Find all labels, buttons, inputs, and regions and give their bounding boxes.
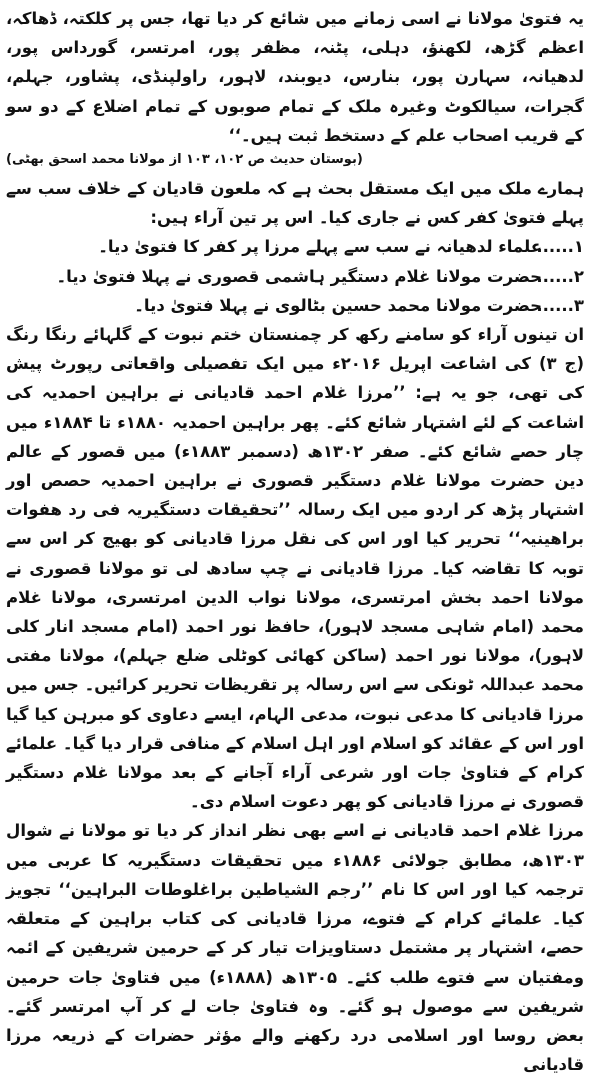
list-number: ۳...... (536, 295, 584, 315)
opinion-list-item-1 (6, 232, 584, 261)
reference-citation: (بوستان حدیث ص ۱۰۲، ۱۰۳ از مولانا محمد اسحق بھٹی) (6, 152, 363, 168)
list-text: حضرت مولانا غلام دستگیر ہاشمی قصوری نے پہلا فتویٰ دیا۔ (56, 266, 542, 286)
list-number: ۲...... (536, 266, 584, 286)
paragraph-fatwa-signatures: یہ فتویٰ مولانا نے اسی زمانے میں شائع کر دیا تھا، جس پر کلکتہ، ڈھاکہ، اعظم گڑھ، لکھنؤ، دہلی، پٹنہ، مظفر پور، امرتسر، گورداس پور، لدھیانہ، سہارن پور، بنارس، دیوبند، لاہور، راولپنڈی، پشاور، جہلم، گجرات، سیالکوٹ وغیرہ ملک کے تمام صوبوں کے تمام اضلاع کے دو سو کے قریب اصحاب علم کے دستخط ثبت ہیں۔‘‘ (6, 9, 584, 145)
paragraph-arabic-translation: مرزا غلام احمد قادیانی نے اسے بھی نظر انداز کر دیا تو مولانا نے شوال ۱۳۰۳ھ، مطابق جولائی ۱۸۸۶ء میں تحقیقات دستگیریہ کا عربی میں ترجمہ کیا اور اس کا نام ’’رجم الشیاطین براغلوطات البراہین‘‘ تجویز کیا۔ علمائے کرام کے فتوے، مرزا قادیانی کی کتاب براہین کے متعلقہ حصے، اشتہار پر مشتمل دستاویزات تیار کر کے حرمین شریفین کے ائمہ ومفتیان سے فتوے طلب کئے۔ ۱۳۰۵ھ (۱۸۸۸ء) میں فتاویٰ جات حرمین شریفین سے موصول ہو گئے۔ وہ فتاویٰ جات لے کر آپ امرتسر گئے۔ بعض روسا اور اسلامی درد رکھنے والے مؤثر حضرات کے ذریعہ مرزا قادیانی (6, 821, 585, 1075)
list-text: حضرت مولانا محمد حسین بٹالوی نے پہلا فتویٰ دیا۔ (134, 295, 542, 315)
opinion-list-item-2 (6, 262, 584, 291)
list-number: ۱...... (536, 237, 584, 257)
paragraph-detailed-report: ان تینوں آراء کو سامنے رکھ کر چمنستان ختم نبوت کے گلہائے رنگا رنگ (ج ۳) کی اشاعت اپریل ۲۰۱۶ء میں ایک تفصیلی واقعاتی رپورٹ پیش کی تھی، جو یہ ہے: ’’مرزا غلام احمد قادیانی نے براہین احمدیہ کی اشاعت کے لئے اشتہار شائع کئے۔ پھر براہین احمدیہ ۱۸۸۰ء تا ۱۸۸۴ء میں چار حصے شائع کئے۔ صفر ۱۳۰۲ھ (دسمبر ۱۸۸۳ء) میں قصور کے عالم دین حضرت مولانا غلام دستگیر قصوری نے براہین احمدیہ حصص اور اشتہار پڑھ کر اردو میں ایک رسالہ ’’تحقیقات دستگیریہ فی رد ھفوات براھینیہ‘‘ تحریر کیا اور اس کی نقل مرزا قادیانی کو بھیج کر اس سے توبہ کا تقاضہ کیا۔ مرزا قادیانی نے چپ سادھ لی تو مولانا قصوری نے مولانا احمد بخش امرتسری، مولانا نواب الدین امرتسری، مولانا غلام محمد (امام شاہی مسجد لاہور)، حافظ نور احمد (امام مسجد انار کلی لاہور)، مولانا نور احمد (ساکن کھائی کوٹلی ضلع جہلم)، مولانا مفتی محمد عبداللہ ٹونکی سے اس رسالہ پر تقریظات تحریر کرائیں۔ جس میں مرزا قادیانی کا مدعی نبوت، مدعی الہام، ایسے دعاوی کو مبرہن کیا گیا اور اس کے عقائد کو اسلام اور اہل اسلام کے منافی قرار دیا گیا۔ علمائے کرام کے فتاویٰ جات اور شرعی آراء آجانے کے بعد مولانا غلام دستگیر قصوری نے مرزا قادیانی کو پھر دعوت اسلام دی۔ (6, 325, 584, 812)
document-page (6, 4, 585, 1075)
list-text: علماء لدھیانہ نے سب سے پہلے مرزا پر کفر کا فتویٰ دیا۔ (98, 237, 542, 257)
opinion-list-item-3 (6, 291, 584, 320)
paragraph-first-fatwa-debate: ہمارے ملک میں ایک مستقل بحث ہے کہ ملعون قادیان کے خلاف سب سے پہلے فتویٰ کفر کس نے جاری کیا۔ اس پر تین آراء ہیں: (6, 179, 584, 228)
